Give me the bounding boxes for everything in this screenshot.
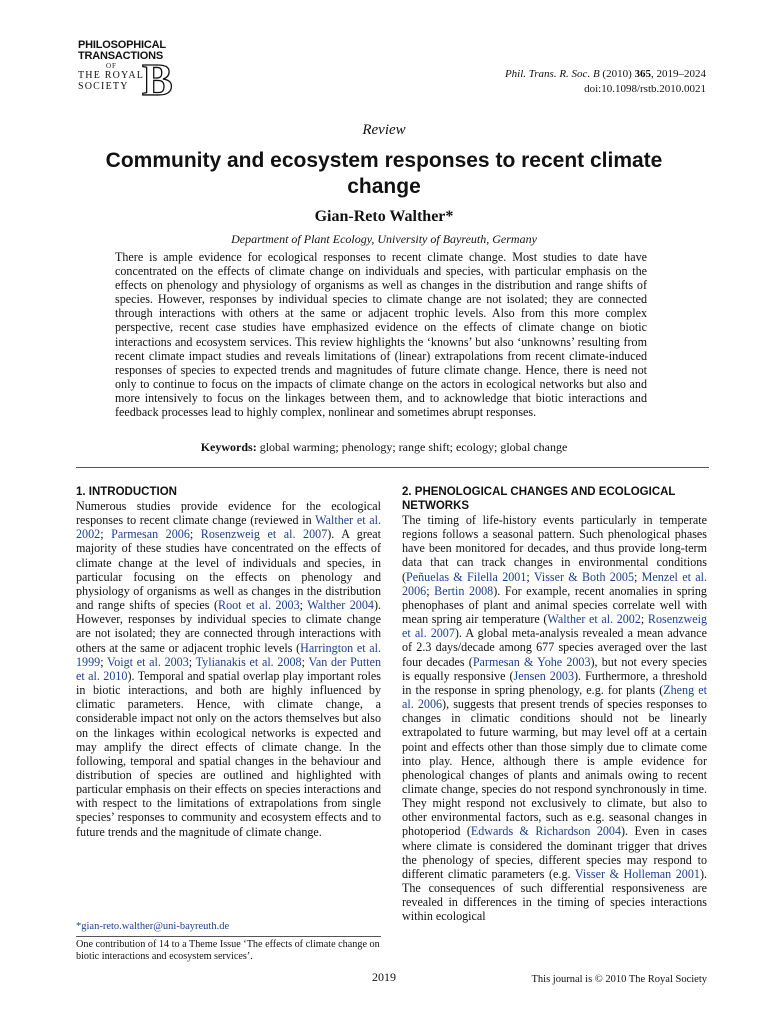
- citation-link[interactable]: Parmesan & Yohe 2003: [472, 654, 591, 669]
- logo-line: PHILOSOPHICAL: [78, 39, 166, 51]
- section-body: The timing of life-history events particularly in temperate regions follows a seasonal pattern. Such phenological phases have been monitored for decades, and thus provide long-term data that can track changes in environmental conditions (Peñuelas & Filella 2001; Visser & Both 2005; Menzel et al. 2006; Bertin 2008). For example, recent anomalies in spring phenophases of plant and animal species correlate well with mean spring air temperature (Walther et al. 2002; Rosenzweig et al. 2007). A global meta-analysis revealed a mean advance of 2.3 days/decade among 677 species averaged over the last four decades (Parmesan & Yohe 2003), but not every species is equally responsive (Jensen 2003). Furthermore, a threshold in the response in spring phenology, e.g. for plants (Zheng et al. 2006), suggests that present trends of species responses to changes in climatic conditions should not be linearly extrapolated to future warming, but may level off at a certain point and effects other than those simply due to climate come into play. Hence, although there is ample evidence for phenological changes of plants and animals owing to recent climate change, species do not respond synchronously in time. They might respond not exclusively to climate, but also to other environmental factors, such as e.g. seasonal changes in photoperiod (Edwards & Richardson 2004). Even in cases where climate is considered the dominant trigger that drives the phenology of species, different species may respond to different climatic parameters (e.g. Visser & Holleman 2001). The consequences of such differential responsiveness are revealed in differences in the timing of species interactions within ecological: [402, 513, 708, 924]
- footnote-divider: [76, 936, 381, 937]
- journal-year: (2010): [599, 68, 635, 80]
- citation-link[interactable]: Tylianakis et al. 2008: [195, 654, 302, 669]
- citation-link[interactable]: Voigt et al. 2003: [107, 654, 189, 669]
- journal-pages: , 2019–2024: [651, 68, 706, 80]
- logo-line: THE ROYAL: [78, 70, 145, 81]
- citation-link[interactable]: Edwards & Richardson 2004: [470, 824, 622, 839]
- citation-link[interactable]: Harrington et al. 1999: [76, 640, 381, 669]
- citation-link[interactable]: Visser & Holleman 2001: [574, 866, 700, 881]
- citation-link[interactable]: Menzel et al. 2006: [402, 569, 707, 598]
- citation-link[interactable]: Zheng et al. 2006: [402, 682, 708, 712]
- citation-link[interactable]: Walther et al. 2002: [547, 612, 641, 627]
- keywords: [0, 440, 768, 455]
- divider: [76, 467, 709, 468]
- article-title: Community and ecosystem responses to recent climate change: [105, 149, 663, 198]
- column-right: [402, 485, 707, 924]
- citation-link[interactable]: Walther et al. 2002: [76, 513, 381, 542]
- citation-link[interactable]: Root et al. 2003: [218, 598, 300, 613]
- section-heading: 2. PHENOLOGICAL CHANGES AND ECOLOGICAL NETWORKS: [402, 486, 676, 512]
- citation-link[interactable]: Rosenzweig et al. 2007: [200, 527, 328, 542]
- doi: doi:10.1098/rstb.2010.0021: [584, 83, 706, 95]
- footnote-contribution: One contribution of 14 to a Theme Issue ‘The effects of climate change on biotic interactions and ecosystem services’.: [76, 939, 380, 962]
- keywords-value: global warming; phenology; range shift; ecology; global change: [256, 440, 568, 454]
- abstract: There is ample evidence for ecological responses to recent climate change. Most studies to date have concentrated on the effects of climate change on individuals and species, with particular emphasis on the effects on phenology and physiology of organisms as well as changes in the distribution and range shifts of species. However, responses by individual species to climate change are not isolated; they are connected through interactions with others at the same or adjacent trophic levels. Also from this more complex perspective, recent case studies have emphasized evidence on the effects of climate change on biotic interactions and ecosystem services. This review highlights the ‘knowns’ but also ‘unknowns’ resulting from recent climate impact studies and reveals limitations of (linear) extrapolations from recent climate-induced responses of species to expected trends and magnitudes of future climate change. Hence, there is need not only to continue to focus on the impacts of climate change on the actors in ecological networks but also and more intensively to focus on the linkages between them, and to acknowledge that biotic interactions and feedback processes lead to highly complex, nonlinear and sometimes abrupt responses.: [115, 250, 647, 420]
- author: Gian-Reto Walther*: [314, 208, 454, 225]
- logo-line: OF: [106, 62, 117, 70]
- journal-volume: 365: [634, 68, 651, 80]
- citation-link[interactable]: Parmesan 2006: [111, 527, 190, 542]
- citation-link[interactable]: Van der Putten et al. 2010: [76, 654, 381, 683]
- citation-link[interactable]: Bertin 2008: [434, 583, 494, 598]
- journal-reference: [505, 67, 706, 97]
- logo-letter-b: B: [142, 54, 173, 105]
- column-left: [76, 485, 381, 839]
- affiliation: Department of Plant Ecology, University of Bayreuth, Germany: [231, 232, 537, 246]
- keywords-label: Keywords:: [200, 440, 257, 454]
- corresponding-email[interactable]: *gian-reto.walther@uni-bayreuth.de: [76, 921, 230, 932]
- logo-line: SOCIETY: [78, 81, 129, 92]
- section-body: Numerous studies provide evidence for the ecological responses to recent climate change (reviewed in Walther et al. 2002; Parmesan 2006; Rosenzweig et al. 2007). A great majority of these studies have concentrated on the effects of climate change at the level of individuals and species, in particular focusing on the effects on phenology and physiology of organisms as well as changes in the distribution and range shifts of species (Root et al. 2003; Walther 2004). However, responses by individual species to climate change are not isolated; they are connected through interactions with others at the same or adjacent trophic levels (Harrington et al. 1999; Voigt et al. 2003; Tylianakis et al. 2008; Van der Putten et al. 2010). Temporal and spatial overlap play important roles in biotic interactions, and both are highly influenced by climatic parameters. Hence, with climate change, a considerable impact not only on the actors themselves but also on the linkages within ecological networks is expected and may amplify the direct effects of climate change. In the following, temporal and spatial changes in the behaviour and distribution of species are outlined and highlighted with particular emphasis on their effects on species interactions and with respect to the limitations of extrapolations from single species’ responses to community and ecosystem effects and to future trends and the magnitude of climate change.: [76, 499, 382, 839]
- copyright: This journal is © 2010 The Royal Society: [531, 974, 707, 985]
- citation-link[interactable]: Visser & Both 2005: [533, 569, 634, 584]
- journal-name: Phil. Trans. R. Soc. B: [504, 68, 600, 80]
- citation-link[interactable]: Rosenzweig et al. 2007: [402, 612, 707, 641]
- page-number: 2019: [372, 970, 396, 984]
- citation-link[interactable]: Jensen 2003: [513, 668, 574, 683]
- article-type: Review: [362, 122, 406, 138]
- citation-link[interactable]: Walther 2004: [307, 598, 374, 613]
- royal-society-logo: [78, 39, 188, 105]
- section-heading: 1. INTRODUCTION: [76, 486, 177, 498]
- logo-line: TRANSACTIONS: [78, 50, 163, 62]
- citation-link[interactable]: Peñuelas & Filella 2001: [406, 569, 527, 584]
